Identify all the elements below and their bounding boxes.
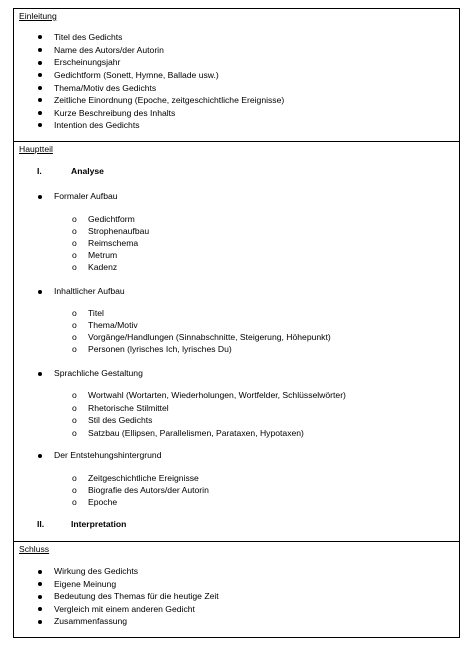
circle-bullet-icon: o [72,390,77,400]
bullet-icon [38,123,42,127]
list-item: Gedichtform [88,214,135,224]
list-item: Name des Autors/der Autorin [54,45,164,55]
list-item: Zeitliche Einordnung (Epoche, zeitgeschichtliche Ereignisse) [54,95,285,105]
einleitung-heading: Einleitung [19,11,57,21]
inhalt-heading: Inhaltlicher Aufbau [54,286,125,296]
circle-bullet-icon: o [72,332,77,342]
bullet-icon [38,195,42,199]
bullet-icon [38,35,42,39]
list-item: Kurze Beschreibung des Inhalts [54,108,176,118]
circle-bullet-icon: o [72,497,77,507]
list-item: Erscheinungsjahr [54,57,121,67]
bullet-icon [38,98,42,102]
list-item: Thema/Motiv [88,320,138,330]
list-item: Strophenaufbau [88,226,150,236]
circle-bullet-icon: o [72,428,77,438]
schluss-heading: Schluss [19,544,50,554]
bullet-icon [38,570,42,574]
circle-bullet-icon: o [72,262,77,272]
circle-bullet-icon: o [72,415,77,425]
bullet-icon [38,582,42,586]
bullet-icon [38,372,42,376]
list-item: Epoche [88,497,118,507]
list-item: Stil des Gedichts [88,415,153,425]
list-item: Zusammenfassung [54,616,128,626]
bullet-icon [38,86,42,90]
bullet-icon [38,607,42,611]
sprache-heading: Sprachliche Gestaltung [54,368,143,378]
list-item: Metrum [88,250,118,260]
circle-bullet-icon: o [72,250,77,260]
interpretation-numeral: II. [37,519,45,529]
list-item: Intention des Gedichts [54,120,140,130]
bullet-icon [38,595,42,599]
circle-bullet-icon: o [72,308,77,318]
interpretation-heading: Interpretation [71,519,127,529]
circle-bullet-icon: o [72,226,77,236]
bullet-icon [38,61,42,65]
analyse-heading: Analyse [71,166,104,176]
bullet-icon [38,48,42,52]
hintergrund-heading: Der Entstehungshintergrund [54,450,162,460]
circle-bullet-icon: o [72,473,77,483]
circle-bullet-icon: o [72,485,77,495]
list-item: Bedeutung des Themas für die heutige Zeit [54,591,219,601]
circle-bullet-icon: o [72,320,77,330]
list-item: Wirkung des Gedichts [54,566,139,576]
circle-bullet-icon: o [72,344,77,354]
list-item: Reimschema [88,238,139,248]
list-item: Vorgänge/Handlungen (Sinnabschnitte, Steigerung, Höhepunkt) [88,332,331,342]
analyse-numeral: I. [37,166,42,176]
list-item: Gedichtform (Sonett, Hymne, Ballade usw.) [54,70,219,80]
list-item: Zeitgeschichtliche Ereignisse [88,473,199,483]
list-item: Titel [88,308,104,318]
bullet-icon [38,73,42,77]
list-item: Thema/Motiv des Gedichts [54,83,157,93]
list-item: Wortwahl (Wortarten, Wiederholungen, Wortfelder, Schlüsselwörter) [88,390,346,400]
list-item: Eigene Meinung [54,579,117,589]
bullet-icon [38,454,42,458]
list-item: Satzbau (Ellipsen, Parallelismen, Parataxen, Hypotaxen) [88,428,304,438]
list-item: Personen (lyrisches Ich, lyrisches Du) [88,344,232,354]
list-item: Biografie des Autors/der Autorin [88,485,209,495]
list-item: Titel des Gedichts [54,32,123,42]
circle-bullet-icon: o [72,238,77,248]
bullet-icon [38,111,42,115]
circle-bullet-icon: o [72,403,77,413]
list-item: Rhetorische Stilmittel [88,403,169,413]
list-item: Kadenz [88,262,118,272]
hauptteil-heading: Hauptteil [19,144,53,154]
list-item: Vergleich mit einem anderen Gedicht [54,604,195,614]
circle-bullet-icon: o [72,214,77,224]
bullet-icon [38,620,42,624]
formal-heading: Formaler Aufbau [54,191,118,201]
bullet-icon [38,290,42,294]
